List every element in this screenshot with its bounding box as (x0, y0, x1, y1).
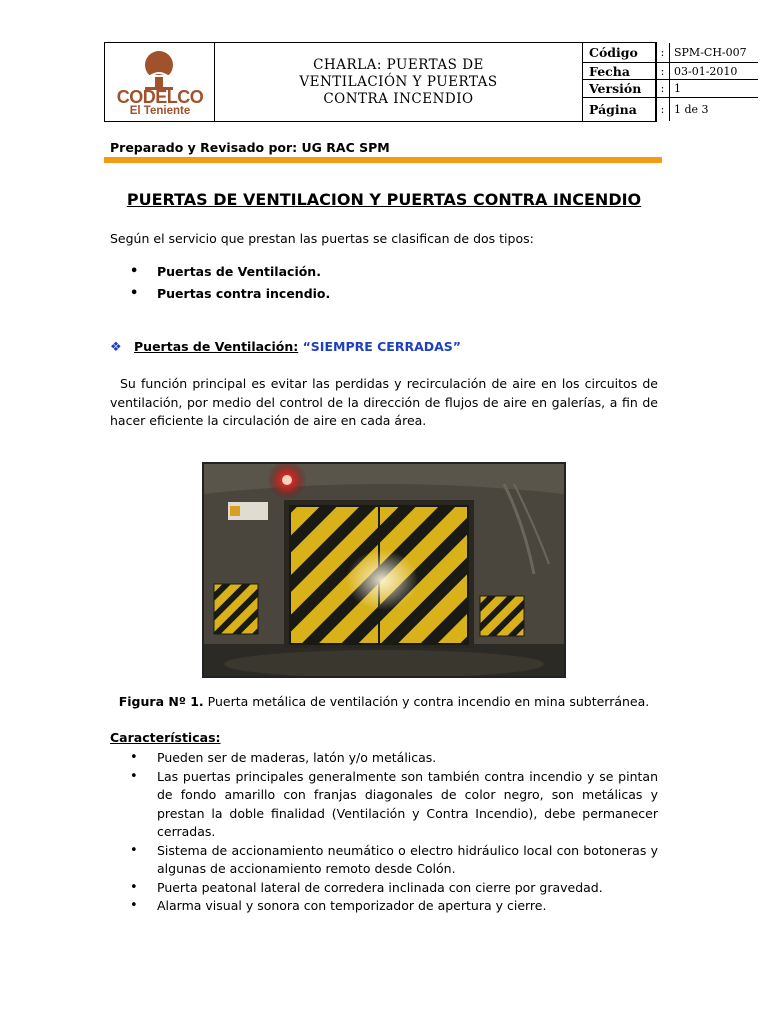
list-item: • Pueden ser de maderas, latón y/o metálicas. (130, 749, 658, 768)
orange-divider (104, 157, 662, 163)
section-heading (110, 339, 461, 355)
meta-key: Fecha (583, 63, 656, 80)
mine-door-photo (202, 462, 566, 678)
meta-row-page (583, 98, 760, 121)
prepared-by: Preparado y Revisado por: UG RAC SPM (110, 140, 390, 155)
characteristics-list (130, 749, 658, 916)
meta-key: Página (583, 98, 656, 121)
company-logo (105, 43, 215, 121)
meta-row-version (583, 80, 760, 98)
function-paragraph: Su función principal es evitar las perdidas y recirculación de aire en los circuitos de ventilación, por medio del control de la dirección de flujos de aire en galerías, a fin de hacer eficiente la circulación de aire en cada área. (110, 376, 658, 428)
meta-key: Versión (583, 80, 656, 98)
meta-separator: : (656, 80, 670, 98)
intro-paragraph: Según el servicio que prestan las puertas se clasifican de dos tipos: (110, 231, 534, 246)
characteristics-heading: Características: (110, 730, 221, 745)
document-header-table (104, 42, 747, 122)
caption-text: Puerta metálica de ventilación y contra incendio en mina subterránea. (203, 694, 650, 709)
list-item: • Puertas contra incendio. (130, 285, 330, 304)
meta-row-code (583, 43, 760, 63)
list-item: • Alarma visual y sonora con temporizador de apertura y cierre. (130, 897, 658, 916)
logo-subtitle: El Teniente (129, 105, 191, 117)
document-title: PUERTAS DE VENTILACION Y PUERTAS CONTRA INCENDIO (126, 190, 642, 209)
meta-value: 03-01-2010 (670, 63, 758, 80)
figure-caption (104, 694, 664, 709)
meta-separator: : (656, 63, 670, 80)
list-item: • Sistema de accionamiento neumático o electro hidráulico local con botoneras y algunas de accionamiento remoto desde Colón. (130, 842, 658, 879)
logo-name: CODELCO (116, 87, 204, 107)
header-title-cell (215, 43, 583, 121)
meta-value: 1 de 3 (674, 103, 709, 116)
meta-value: SPM-CH-007 (670, 43, 758, 63)
diamond-bullet-icon: ❖ (110, 340, 122, 355)
mine-door-illustration (204, 464, 564, 676)
list-item: • Puerta peatonal lateral de corredera inclinada con cierre por gravedad. (130, 879, 658, 898)
header-title: CHARLA: PUERTAS DE VENTILACIÓN Y PUERTAS CONTRA INCENDIO (299, 56, 498, 107)
caption-label: Figura Nº 1. (118, 694, 204, 709)
section-quote: “SIEMPRE CERRADAS” (302, 339, 462, 354)
list-item: • Las puertas principales generalmente son también contra incendio y se pintan de fondo amarillo con franjas diagonales de color negro, son metálicas y prestan la doble finalidad (Ventilación y Contra Incendio), debe permanecer cerradas. (130, 768, 658, 842)
list-item: • Puertas de Ventilación. (130, 263, 330, 282)
meta-value: 1 (670, 80, 758, 98)
meta-separator: : (656, 98, 670, 121)
section-label: Puertas de Ventilación: (134, 339, 299, 354)
document-meta (583, 43, 747, 121)
meta-key: Código (583, 43, 656, 63)
meta-row-date (583, 63, 760, 80)
meta-separator: : (656, 43, 670, 63)
door-types-list (130, 263, 330, 306)
